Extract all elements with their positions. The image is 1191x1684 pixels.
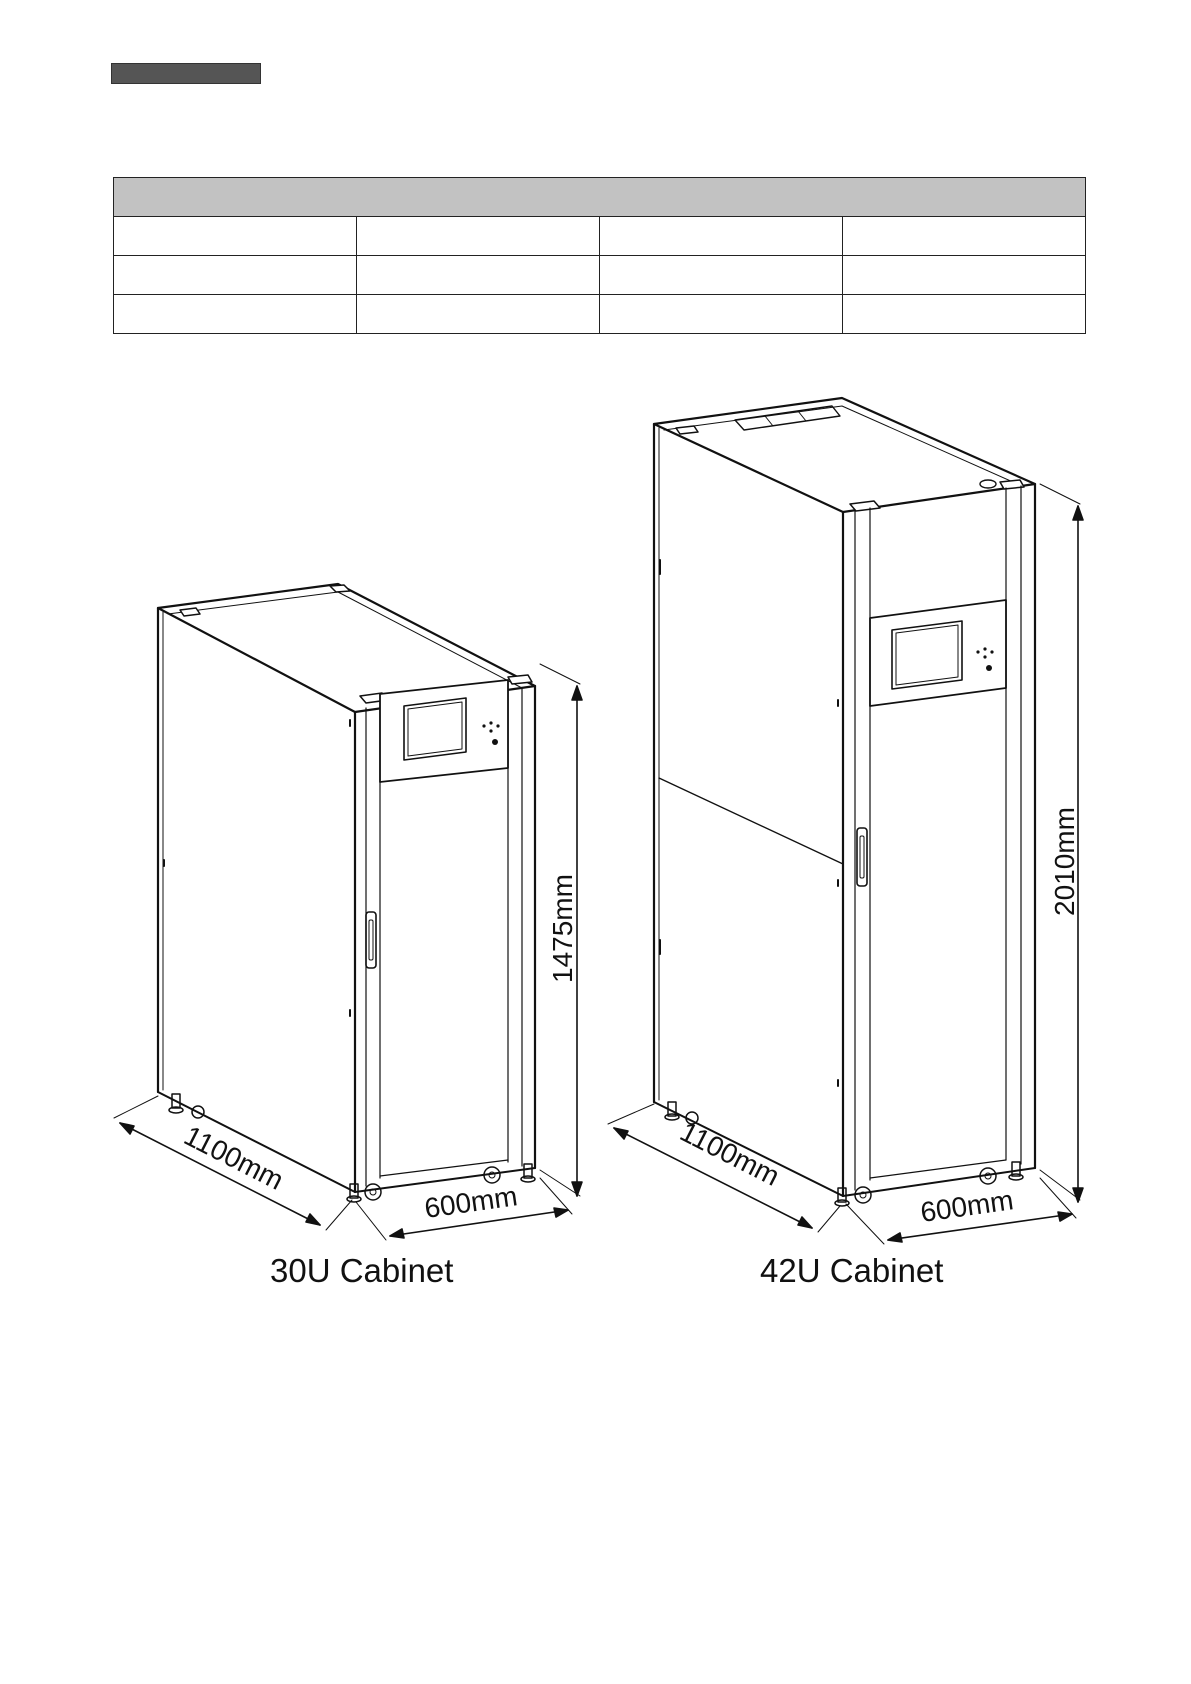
cabinet-42u-illustration bbox=[654, 398, 1035, 1206]
cabinet-30u-dimensions bbox=[114, 664, 582, 1240]
cabinet-42u-height-label: 2010mm bbox=[1049, 807, 1080, 916]
cabinet-42u-caption: 42U Cabinet bbox=[760, 1252, 944, 1289]
cabinet-30u-width-label: 600mm bbox=[422, 1180, 520, 1224]
cabinet-42u-depth-label: 1100mm bbox=[675, 1115, 785, 1192]
cabinet-42u-width-label: 600mm bbox=[918, 1184, 1016, 1228]
cabinet-42u-dimensions bbox=[608, 484, 1083, 1244]
cabinet-30u-illustration bbox=[158, 584, 535, 1202]
cabinet-30u-caption: 30U Cabinet bbox=[270, 1252, 454, 1289]
cabinet-30u-height-label: 1475mm bbox=[547, 874, 578, 983]
cabinet-30u-depth-label: 1100mm bbox=[179, 1119, 289, 1196]
